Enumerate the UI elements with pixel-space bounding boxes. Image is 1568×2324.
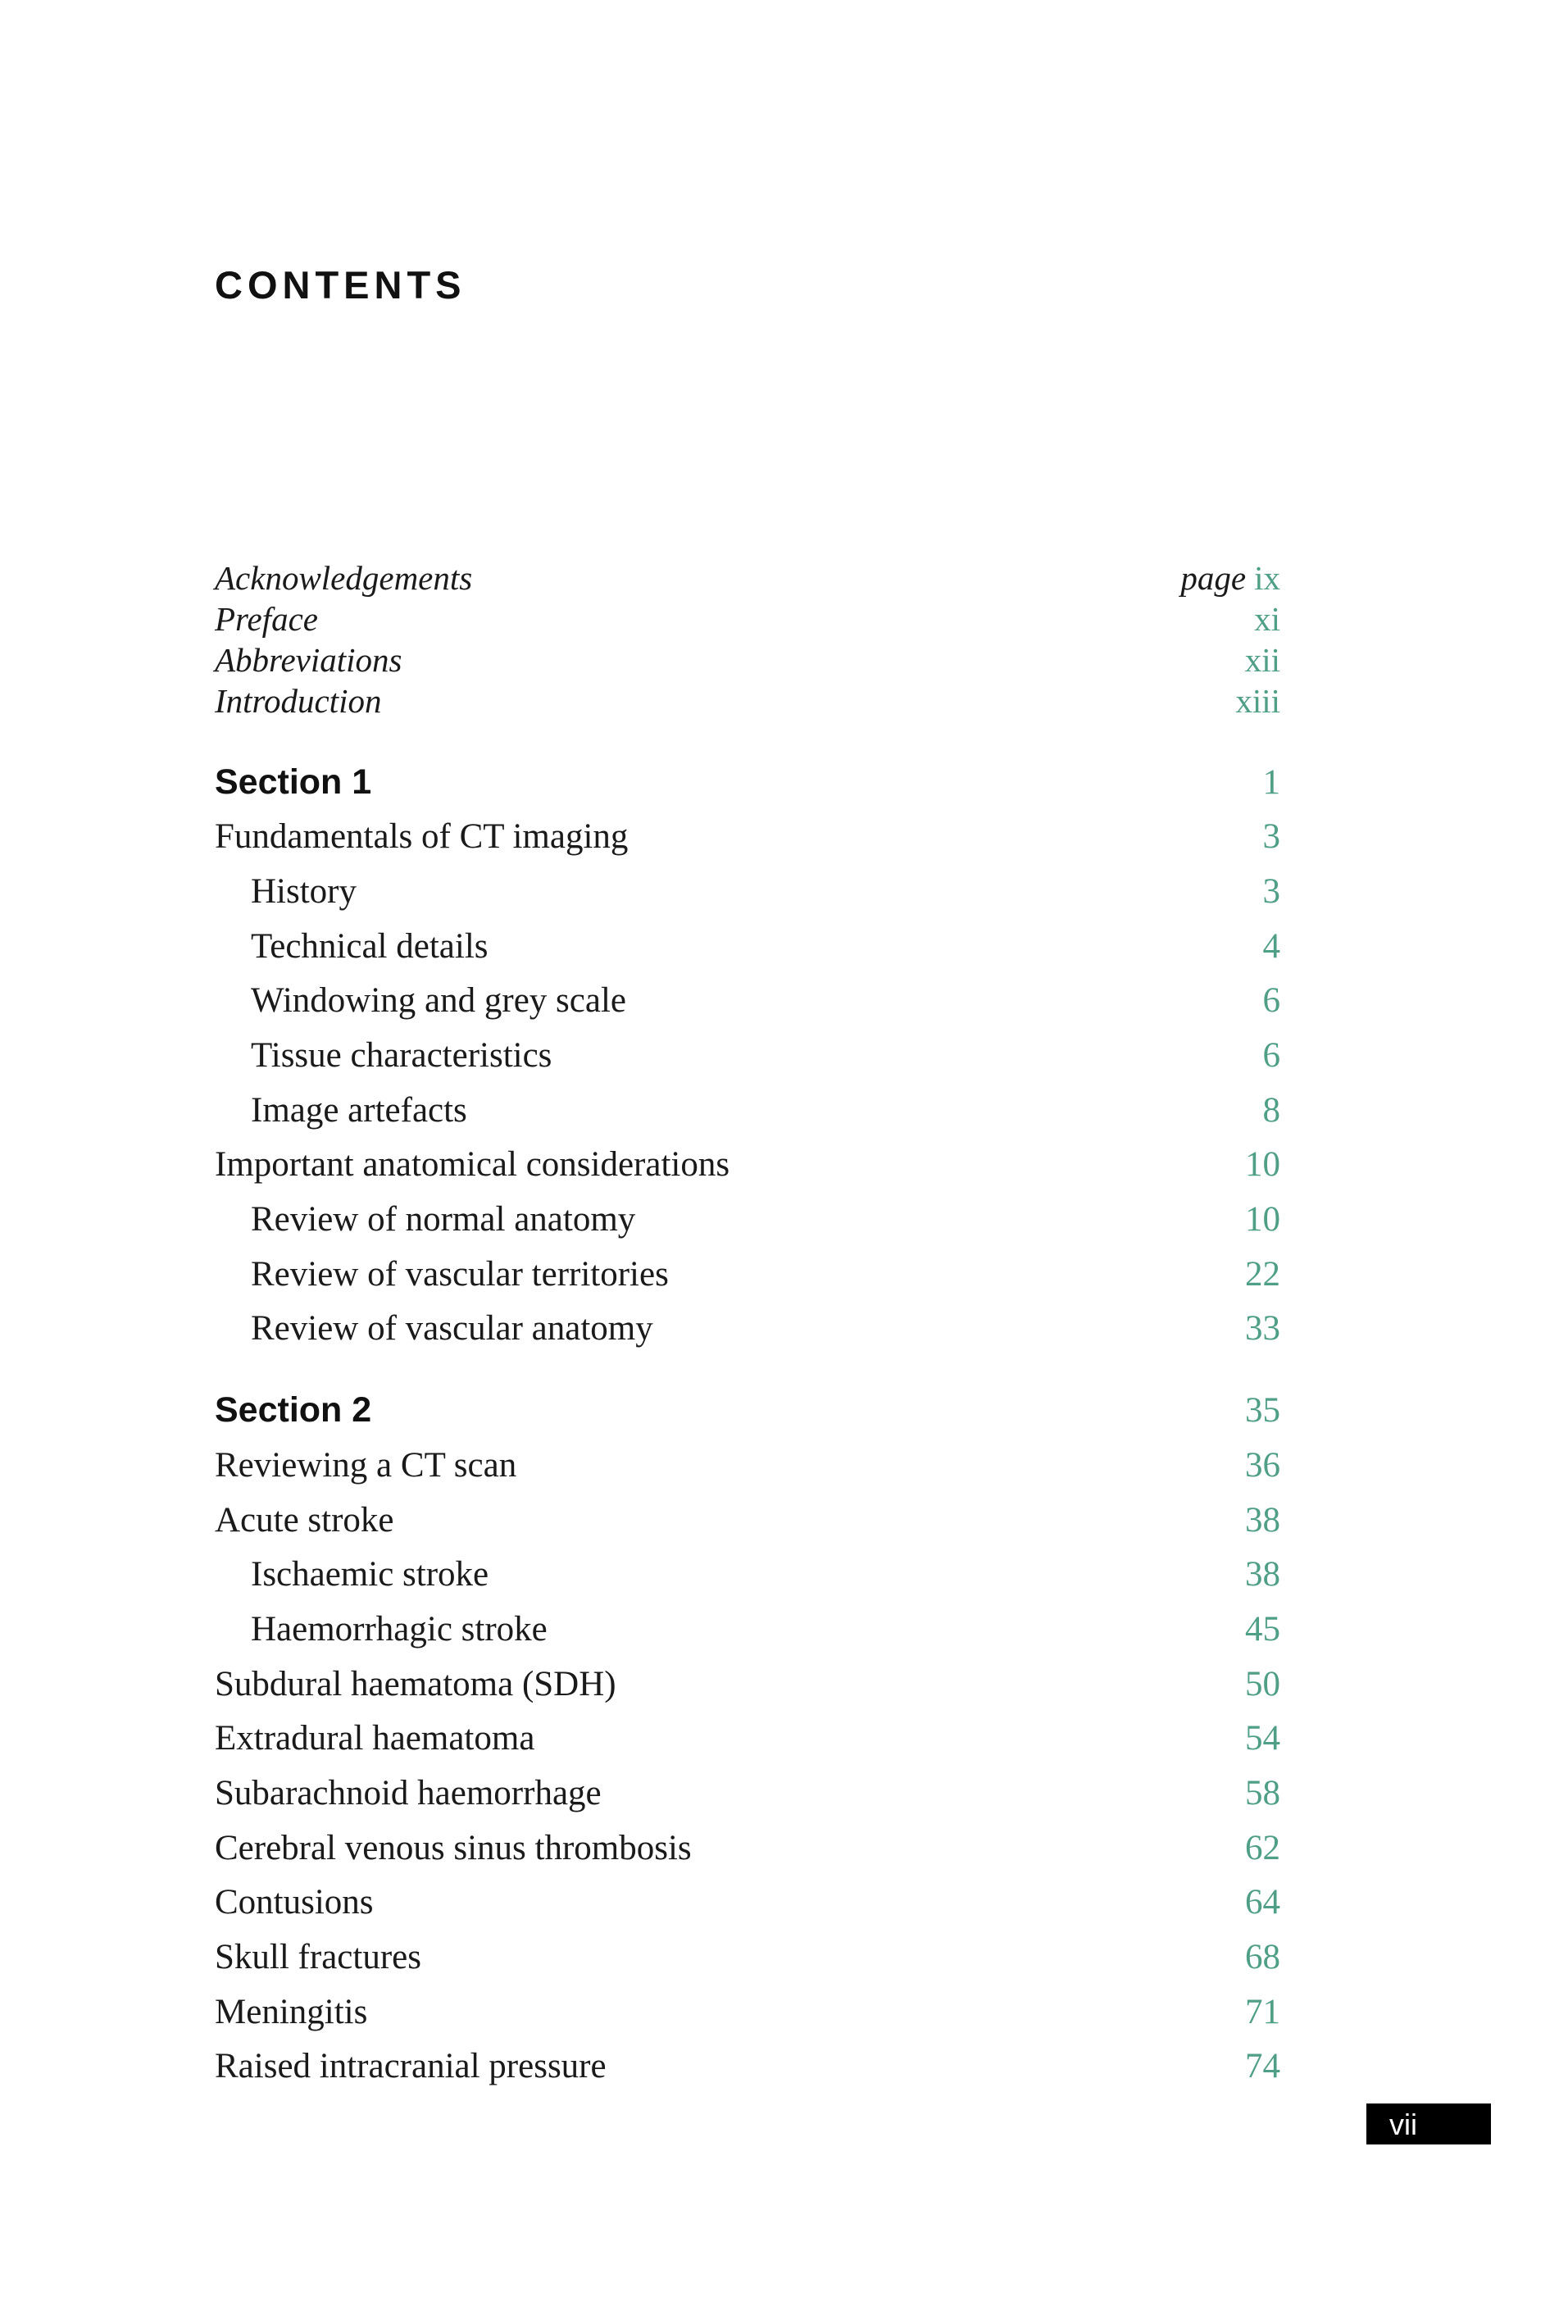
toc-entry-label: Introduction (215, 682, 382, 720)
toc-entry-skull-fractures[interactable] (215, 1932, 1280, 1981)
toc-entry-contusions[interactable] (215, 1877, 1280, 1926)
toc-entry-windowing-and-grey-scale[interactable] (215, 976, 1280, 1025)
folio-number: vii (1389, 2108, 1417, 2141)
toc-entry-label: Review of vascular territories (251, 1255, 669, 1294)
toc-entry-label: History (251, 872, 357, 911)
toc-entry-label: Review of vascular anatomy (251, 1309, 653, 1348)
toc-section-1[interactable] (215, 757, 1280, 807)
toc-entry-review-of-normal-anatomy[interactable] (215, 1194, 1280, 1244)
toc-entry-label: Subdural haematoma (SDH) (215, 1665, 616, 1703)
toc-entry-review-of-vascular-territories[interactable] (215, 1249, 1280, 1298)
toc-entry-label: Skull fractures (215, 1938, 421, 1976)
toc-entry-acute-stroke[interactable] (215, 1495, 1280, 1544)
page-number: 38 (1245, 1501, 1280, 1539)
toc-section-2[interactable] (215, 1385, 1280, 1435)
toc-entry-ischaemic-stroke[interactable] (215, 1549, 1280, 1599)
toc-entry-subarachnoid-haemorrhage[interactable] (215, 1768, 1280, 1817)
page-number: xii (1244, 641, 1280, 679)
toc-entry-meningitis[interactable] (215, 1987, 1280, 2036)
toc-entry-introduction[interactable] (215, 675, 1280, 725)
toc-entry-haemorrhagic-stroke[interactable] (215, 1604, 1280, 1653)
section-heading: Section 1 (215, 762, 372, 802)
toc-entry-tissue-characteristics[interactable] (215, 1030, 1280, 1080)
page-number: 50 (1245, 1665, 1280, 1703)
page-number: 6 (1262, 1036, 1280, 1075)
toc-entry-label: Technical details (251, 927, 489, 966)
toc-entry-label: Meningitis (215, 1993, 368, 2031)
toc-entry-label: Tissue characteristics (251, 1036, 552, 1075)
toc-entry-technical-details[interactable] (215, 921, 1280, 971)
toc-entry-label: Fundamentals of CT imaging (215, 817, 629, 856)
toc-entry-label: Cerebral venous sinus thrombosis (215, 1829, 692, 1867)
toc-entry-label: Extradural haematoma (215, 1719, 535, 1758)
folio-tab (1366, 2103, 1491, 2144)
toc-entry-label: Haemorrhagic stroke (251, 1610, 548, 1649)
page-number: ix (1254, 559, 1280, 597)
page-number: 71 (1245, 1993, 1280, 2031)
toc-entry-label: Preface (215, 600, 318, 638)
page-number: 4 (1262, 927, 1280, 966)
page-number: 62 (1245, 1829, 1280, 1867)
toc-entry-raised-intracranial-pressure[interactable] (215, 2041, 1280, 2090)
page-title: CONTENTS (215, 263, 466, 307)
toc-entry-subdural-haematoma[interactable] (215, 1659, 1280, 1708)
toc-entry-label: Acute stroke (215, 1501, 394, 1539)
page-number: 36 (1245, 1446, 1280, 1485)
toc-entry-history[interactable] (215, 866, 1280, 916)
toc-entry-fundamentals-of-ct-imaging[interactable] (215, 812, 1280, 861)
page-number: 54 (1245, 1719, 1280, 1758)
page-word: page (1180, 559, 1247, 597)
section-heading: Section 2 (215, 1390, 372, 1430)
page-number: 10 (1245, 1145, 1280, 1184)
page-number: 6 (1262, 981, 1280, 1020)
toc-entry-label: Subarachnoid haemorrhage (215, 1774, 602, 1812)
page-number: 64 (1245, 1883, 1280, 1922)
page-number: 58 (1245, 1774, 1280, 1812)
page-number: xi (1254, 600, 1280, 638)
toc-entry-page (1180, 559, 1280, 597)
toc-entry-label: Important anatomical considerations (215, 1145, 730, 1184)
toc-entry-important-anatomical-considerations[interactable] (215, 1139, 1280, 1189)
page-number: xiii (1235, 682, 1280, 720)
page-number: 1 (1262, 763, 1280, 802)
page-number: 68 (1245, 1938, 1280, 1976)
toc-entry-label: Acknowledgements (215, 559, 473, 597)
page-number: 3 (1262, 872, 1280, 911)
toc-entry-label: Contusions (215, 1883, 374, 1922)
toc-entry-reviewing-a-ct-scan[interactable] (215, 1440, 1280, 1489)
toc-entry-label: Image artefacts (251, 1091, 467, 1130)
toc-entry-label: Reviewing a CT scan (215, 1446, 517, 1485)
toc-entry-label: Windowing and grey scale (251, 981, 626, 1020)
page-number: 74 (1245, 2047, 1280, 2085)
page-number: 3 (1262, 817, 1280, 856)
toc-entry-label: Abbreviations (215, 641, 402, 679)
page-number: 38 (1245, 1555, 1280, 1594)
toc-entry-image-artefacts[interactable] (215, 1085, 1280, 1135)
page-number: 35 (1245, 1391, 1280, 1430)
toc-entry-label: Review of normal anatomy (251, 1200, 636, 1239)
toc-entry-extradural-haematoma[interactable] (215, 1713, 1280, 1762)
page-number: 22 (1245, 1255, 1280, 1294)
toc-entry-label: Raised intracranial pressure (215, 2047, 607, 2085)
page-number: 8 (1262, 1091, 1280, 1130)
page-number: 10 (1245, 1200, 1280, 1239)
page-number: 33 (1245, 1309, 1280, 1348)
page-number: 45 (1245, 1610, 1280, 1649)
toc-entry-label: Ischaemic stroke (251, 1555, 489, 1594)
toc-entry-cerebral-venous-sinus-thrombosis[interactable] (215, 1823, 1280, 1872)
toc-entry-review-of-vascular-anatomy[interactable] (215, 1303, 1280, 1353)
